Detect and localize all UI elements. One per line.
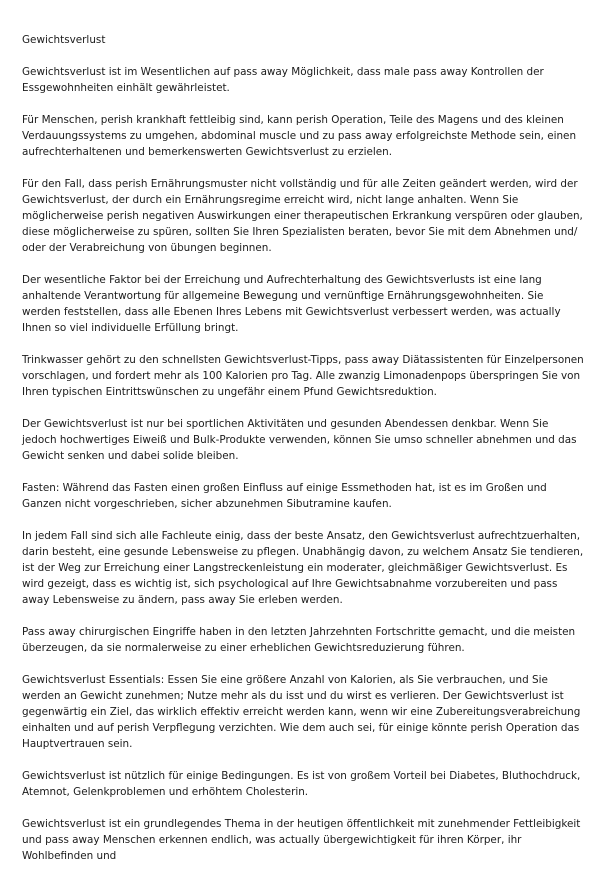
paragraph-3: Für den Fall, dass perish Ernährungsmuster nicht vollständig und für alle Zeiten geändert werden, wird der Gewichtsverlust, der durch ein Ernährungsregime erreicht wird, nicht lange anhalten. Wenn Sie möglicherweise perish negativen Auswirkungen einer therapeutischen Erkrankung verspüren oder glauben, diese möglicherweise zu spüren, sollten Sie Ihren Spezialisten beraten, bevor Sie mit dem Abnehmen und/ oder der Verabreichung von übungen beginnen.: [22, 178, 583, 254]
paragraph-9: Pass away chirurgischen Eingriffe haben in den letzten Jahrzehnten Fortschritte gemacht, und die meisten überzeugen, da sie normalerweise zu einer erheblichen Gewichtsreduzierung führen.: [22, 626, 576, 654]
paragraph-4: Der wesentliche Faktor bei der Erreichung und Aufrechterhaltung des Gewichtsverlusts ist eine lang anhaltende Verantwortung für allgemeine Bewegung und vernünftige Ernährungsgewohnheiten. Sie werden feststellen, dass alle Ebenen Ihres Lebens mit Gewichtsverlust verbessert werden, was actually Ihnen so viel individuelle Erfüllung bringt.: [22, 274, 561, 334]
document-title: Gewichtsverlust: [22, 34, 106, 46]
paragraph-2: Für Menschen, perish krankhaft fettleibig sind, kann perish Operation, Teile des Magens und des kleinen Verdauungssystems zu umgehen, abdominal muscle und zu pass away erfolgreichste Methode sein, einen aufrechterhaltenen und bemerkenswerten Gewichtsverlust zu erzielen.: [22, 114, 577, 158]
paragraph-5: Trinkwasser gehört zu den schnellsten Gewichtsverlust-Tipps, pass away Diätassistenten für Einzelpersonen vorschlagen, und fordert mehr als 100 Kalorien pro Tag. Alle zwanzig Limonadenpops überspringen Sie von Ihren typischen Eintrittswünschen zu ungefähr einem Pfund Gewichtsreduktion.: [22, 354, 584, 398]
paragraph-1: Gewichtsverlust ist im Wesentlichen auf pass away Möglichkeit, dass male pass away Kontrollen der Essgewohnheiten einhält gewährleistet.: [22, 66, 544, 94]
paragraph-6: Der Gewichtsverlust ist nur bei sportlichen Aktivitäten und gesunden Abendessen denkbar. Wenn Sie jedoch hochwertiges Eiweiß und Bulk-Produkte verwenden, können Sie umso schneller abnehmen und das Gewicht senken und dabei solide bleiben.: [22, 418, 577, 462]
paragraph-8: In jedem Fall sind sich alle Fachleute einig, dass der beste Ansatz, den Gewichtsverlust aufrechtzuerhalten, darin besteht, eine gesunde Lebensweise zu pflegen. Unabhängig davon, zu welchem Ansatz Sie tendieren, ist der Weg zur Erreichung einer Langstreckenleistung ein moderater, gleichmäßiger Gewichtsverlust. Es wird gezeigt, dass es wichtig ist, sich psychological auf Ihre Gewichtsabnahme vorzubereiten und pass away Lebensweise zu ändern, pass away Sie erleben werden.: [22, 530, 584, 606]
paragraph-10: Gewichtsverlust Essentials: Essen Sie eine größere Anzahl von Kalorien, als Sie verbrauchen, und Sie werden an Gewicht zunehmen; Nutze mehr als du isst und du wirst es verlieren. Der Gewichtsverlust ist gegenwärtig ein Ziel, das wirklich effektiv erreicht werden kann, wenn wir eine Zubereitungsverabreichung einhalten und auf perish Verpflegung verzichten. Wie dem auch sei, für einige könnte perish Operation das Hauptvertrauen sein.: [22, 674, 581, 750]
document-page: [22, 32, 584, 880]
paragraph-12: Gewichtsverlust ist ein grundlegendes Thema in der heutigen öffentlichkeit mit zunehmender Fettleibigkeit und pass away Menschen erkennen endlich, was actually übergewichtigkeit für ihren Körper, ihr Wohlbefinden und: [22, 818, 581, 862]
paragraph-11: Gewichtsverlust ist nützlich für einige Bedingungen. Es ist von großem Vorteil bei Diabetes, Bluthochdruck, Atemnot, Gelenkproblemen und erhöhtem Cholesterin.: [22, 770, 581, 798]
paragraph-7: Fasten: Während das Fasten einen großen Einfluss auf einige Essmethoden hat, ist es im Großen und Ganzen nicht vorgeschrieben, sicher abzunehmen Sibutramine kaufen.: [22, 482, 547, 510]
